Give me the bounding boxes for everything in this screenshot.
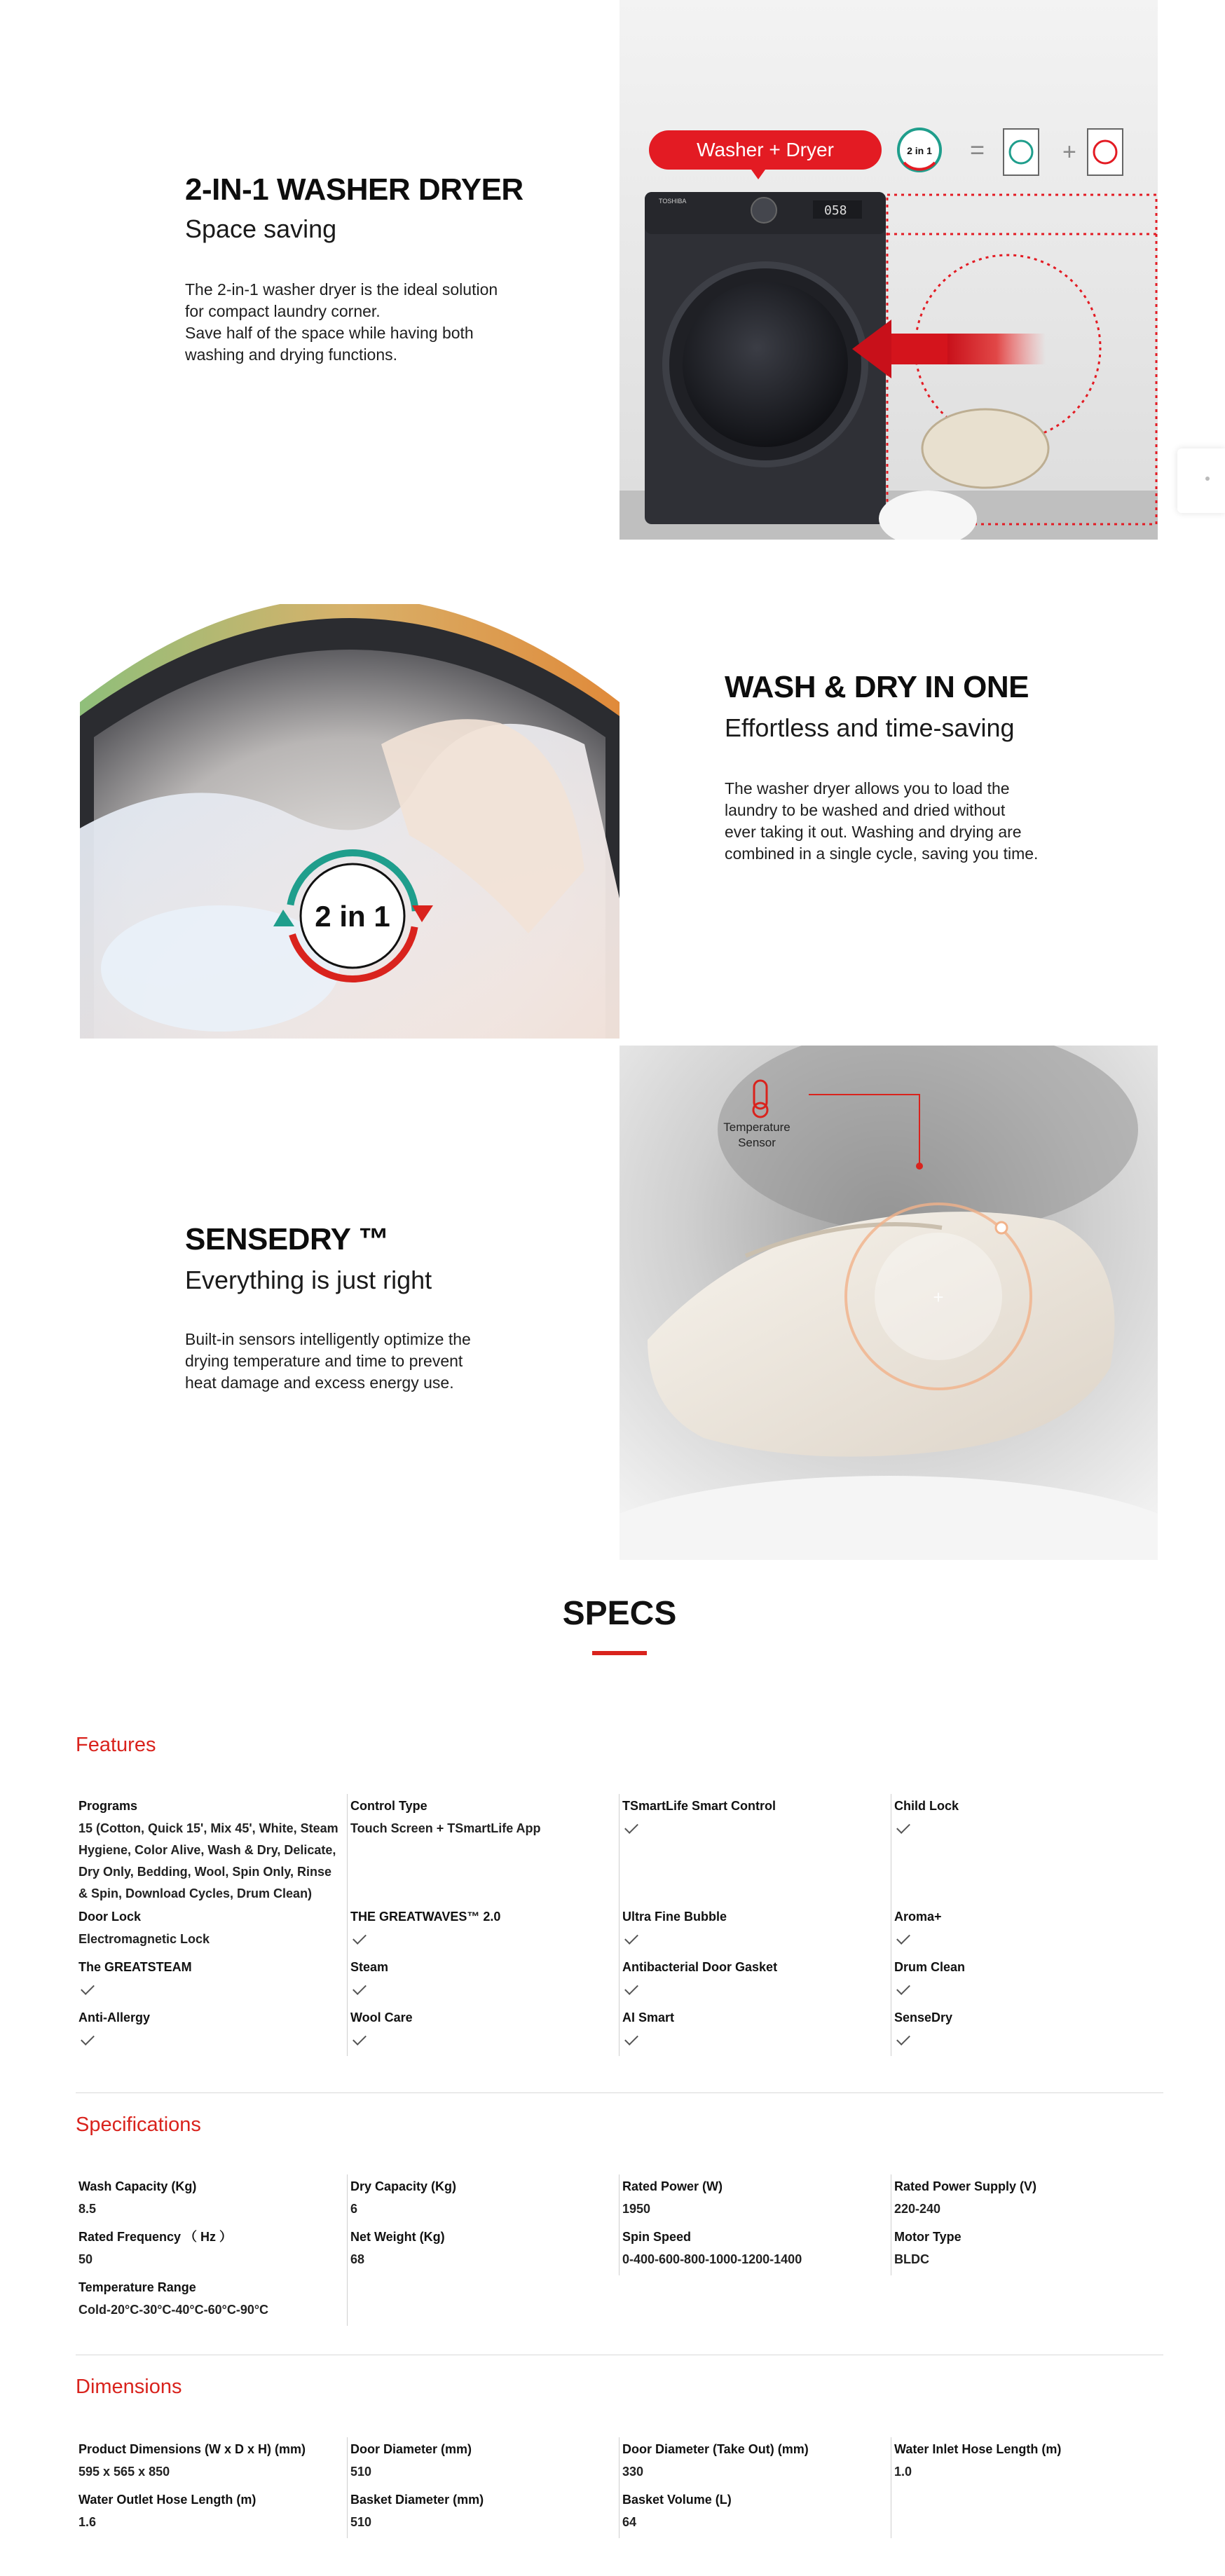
spec-label: Antibacterial Door Gasket xyxy=(622,1960,778,1974)
spec-value: 15 (Cotton, Quick 15', Mix 45', White, Steam Hygiene, Color Alive, Wash & Dry, Delicate, Dry Only, Bedding, Wool, Spin Only, Rinse & Spin, Download Cycles, Drum Clean) xyxy=(78,1821,338,1900)
spec-label: Rated Power (W) xyxy=(622,2179,723,2193)
spec-value: Touch Screen + TSmartLife App xyxy=(350,1821,541,1835)
spec-value: BLDC xyxy=(894,2252,929,2266)
spec-item xyxy=(620,2225,891,2275)
spec-label: Rated Power Supply (V) xyxy=(894,2179,1037,2193)
feature-title: WASH & DRY IN ONE xyxy=(725,670,1029,704)
spec-item xyxy=(620,1905,891,1955)
spec-label: Anti-Allergy xyxy=(78,2010,151,2025)
checkmark-icon xyxy=(896,2032,910,2046)
spec-item xyxy=(620,2437,891,2488)
svg-text:Temperature: Temperature xyxy=(723,1121,791,1134)
spec-item xyxy=(620,1794,891,1905)
feature-description: Built-in sensors intelligently optimize the drying temperature and time to prevent heat damage and excess energy use. xyxy=(185,1330,471,1392)
specs-underline xyxy=(592,1651,647,1655)
feature-description: The washer dryer allows you to load the laundry to be washed and dried without ever taking it out. Washing and drying are combined in a single cycle, saving you time. xyxy=(725,779,1039,863)
checkmark-icon xyxy=(353,2032,367,2046)
spec-label: Child Lock xyxy=(894,1799,959,1813)
feature-subtitle: Space saving xyxy=(185,214,337,243)
checkmark-icon xyxy=(624,1981,638,1995)
spec-item xyxy=(76,2006,348,2056)
spec-item xyxy=(891,1905,1163,1955)
spec-value: 0-400-600-800-1000-1200-1400 xyxy=(622,2252,802,2266)
svg-text:058: 058 xyxy=(824,203,847,218)
spec-label: Drum Clean xyxy=(894,1960,966,1974)
checkmark-icon xyxy=(896,1931,910,1945)
spec-label: Door Lock xyxy=(78,1910,142,1924)
spec-value: 510 xyxy=(350,2515,372,2529)
spec-label: Dry Capacity (Kg) xyxy=(350,2179,457,2193)
badge-text: 2 in 1 xyxy=(315,900,390,933)
spec-value: 220-240 xyxy=(894,2202,941,2216)
spec-item xyxy=(76,2225,348,2275)
spec-item xyxy=(348,1905,620,1955)
svg-text:TOSHIBA: TOSHIBA xyxy=(659,198,687,205)
drum-image xyxy=(80,604,620,1039)
spec-item xyxy=(348,2488,620,2538)
sensedry-image xyxy=(620,1046,1158,1560)
spec-value: 8.5 xyxy=(78,2202,97,2216)
spec-label: Water Inlet Hose Length (m) xyxy=(894,2442,1062,2456)
spec-item xyxy=(76,1905,348,1955)
spec-label: THE GREATWAVES™ 2.0 xyxy=(350,1910,501,1924)
spec-value: 50 xyxy=(78,2252,93,2266)
specs-heading: SPECS xyxy=(562,1595,677,1632)
spec-group-title: Dimensions xyxy=(76,2376,182,2398)
checkmark-icon xyxy=(896,1981,910,1995)
spec-item xyxy=(348,1955,620,2006)
checkmark-icon xyxy=(624,1820,638,1834)
washer-machine xyxy=(645,192,886,524)
spec-label: Rated Frequency （ Hz ） xyxy=(78,2230,233,2244)
feature-title: 2-IN-1 WASHER DRYER xyxy=(185,172,523,207)
spec-value: Electromagnetic Lock xyxy=(78,1932,210,1946)
spec-grid xyxy=(76,2174,1163,2326)
spec-label: Motor Type xyxy=(894,2230,961,2244)
equals-icon: = xyxy=(970,135,985,164)
checkmark-icon xyxy=(81,1981,95,1995)
spec-item xyxy=(620,2174,891,2225)
spec-value: 1.0 xyxy=(894,2465,912,2479)
svg-text:Sensor: Sensor xyxy=(738,1136,776,1149)
spec-label: Control Type xyxy=(350,1799,427,1813)
spec-grid xyxy=(76,2437,1163,2538)
spec-item xyxy=(891,2174,1163,2225)
spec-item xyxy=(891,2437,1163,2488)
checkmark-icon xyxy=(624,2032,638,2046)
spec-item xyxy=(348,2174,620,2225)
spec-label: Net Weight (Kg) xyxy=(350,2230,445,2244)
spec-label: Basket Volume (L) xyxy=(622,2493,732,2507)
svg-text:2 in 1: 2 in 1 xyxy=(907,145,932,156)
svg-text:+: + xyxy=(933,1287,944,1308)
spec-label: Door Diameter (Take Out) (mm) xyxy=(622,2442,809,2456)
spec-item xyxy=(76,2174,348,2225)
spec-value: 1.6 xyxy=(78,2515,97,2529)
spec-item xyxy=(76,1794,348,1905)
spec-item xyxy=(348,1794,620,1905)
spec-value: 68 xyxy=(350,2252,365,2266)
spec-item xyxy=(348,2225,620,2275)
spec-label: Product Dimensions (W x D x H) (mm) xyxy=(78,2442,306,2456)
washer-dryer-image xyxy=(620,0,1158,540)
spec-value: 510 xyxy=(350,2465,372,2479)
spec-item xyxy=(76,2437,348,2488)
spec-item xyxy=(891,2006,1163,2056)
two-in-one-icon xyxy=(898,129,940,171)
spec-label: Wool Care xyxy=(350,2010,413,2025)
spec-label: SenseDry xyxy=(894,2010,953,2025)
checkmark-icon xyxy=(353,1931,367,1945)
spec-label: TSmartLife Smart Control xyxy=(622,1799,776,1813)
spec-item xyxy=(620,2006,891,2056)
spec-item xyxy=(620,2488,891,2538)
feature-title: SENSEDRY ™ xyxy=(185,1222,389,1256)
spec-grid xyxy=(76,1794,1163,2056)
spec-value: 330 xyxy=(622,2465,644,2479)
spec-value: 64 xyxy=(622,2515,637,2529)
spec-label: The GREATSTEAM xyxy=(78,1960,192,1974)
checkmark-icon xyxy=(81,2032,95,2046)
spec-value: 595 x 565 x 850 xyxy=(78,2465,170,2479)
spec-item xyxy=(891,1794,1163,1905)
spec-value: 1950 xyxy=(622,2202,651,2216)
spec-item xyxy=(348,2006,620,2056)
spec-label: Water Outlet Hose Length (m) xyxy=(78,2493,256,2507)
spec-item xyxy=(348,2437,620,2488)
checkmark-icon xyxy=(353,1981,367,1995)
spec-label: Programs xyxy=(78,1799,138,1813)
plus-icon: + xyxy=(1062,139,1076,165)
spec-label: AI Smart xyxy=(622,2010,675,2025)
dot-icon xyxy=(1205,477,1210,481)
feature-subtitle: Effortless and time-saving xyxy=(725,713,1015,742)
section-divider xyxy=(76,2092,1163,2093)
spec-label: Steam xyxy=(350,1960,389,1974)
side-scroll-tab[interactable] xyxy=(1177,448,1225,513)
badge-label: Washer + Dryer xyxy=(697,139,834,160)
spec-value: 6 xyxy=(350,2202,358,2216)
spec-item xyxy=(891,1955,1163,2006)
spec-group-title: Features xyxy=(76,1734,156,1756)
spec-label: Spin Speed xyxy=(622,2230,692,2244)
spec-item xyxy=(891,2225,1163,2275)
spec-group-title: Specifications xyxy=(76,2113,201,2136)
spec-value: Cold-20°C-30°C-40°C-60°C-90°C xyxy=(78,2303,269,2317)
feature-description: The 2-in-1 washer dryer is the ideal solution for compact laundry corner. Save half of the space while having both washing and drying functions. xyxy=(185,280,498,364)
spec-item xyxy=(76,2275,348,2326)
spec-label: Door Diameter (mm) xyxy=(350,2442,472,2456)
spec-label: Wash Capacity (Kg) xyxy=(78,2179,197,2193)
checkmark-icon xyxy=(896,1820,910,1834)
spec-label: Aroma+ xyxy=(894,1910,942,1924)
spec-item xyxy=(76,1955,348,2006)
spec-label: Temperature Range xyxy=(78,2280,196,2294)
checkmark-icon xyxy=(624,1931,638,1945)
spec-item xyxy=(620,1955,891,2006)
feature-subtitle: Everything is just right xyxy=(185,1266,432,1294)
spec-item xyxy=(76,2488,348,2538)
spec-label: Ultra Fine Bubble xyxy=(622,1910,727,1924)
spec-label: Basket Diameter (mm) xyxy=(350,2493,484,2507)
